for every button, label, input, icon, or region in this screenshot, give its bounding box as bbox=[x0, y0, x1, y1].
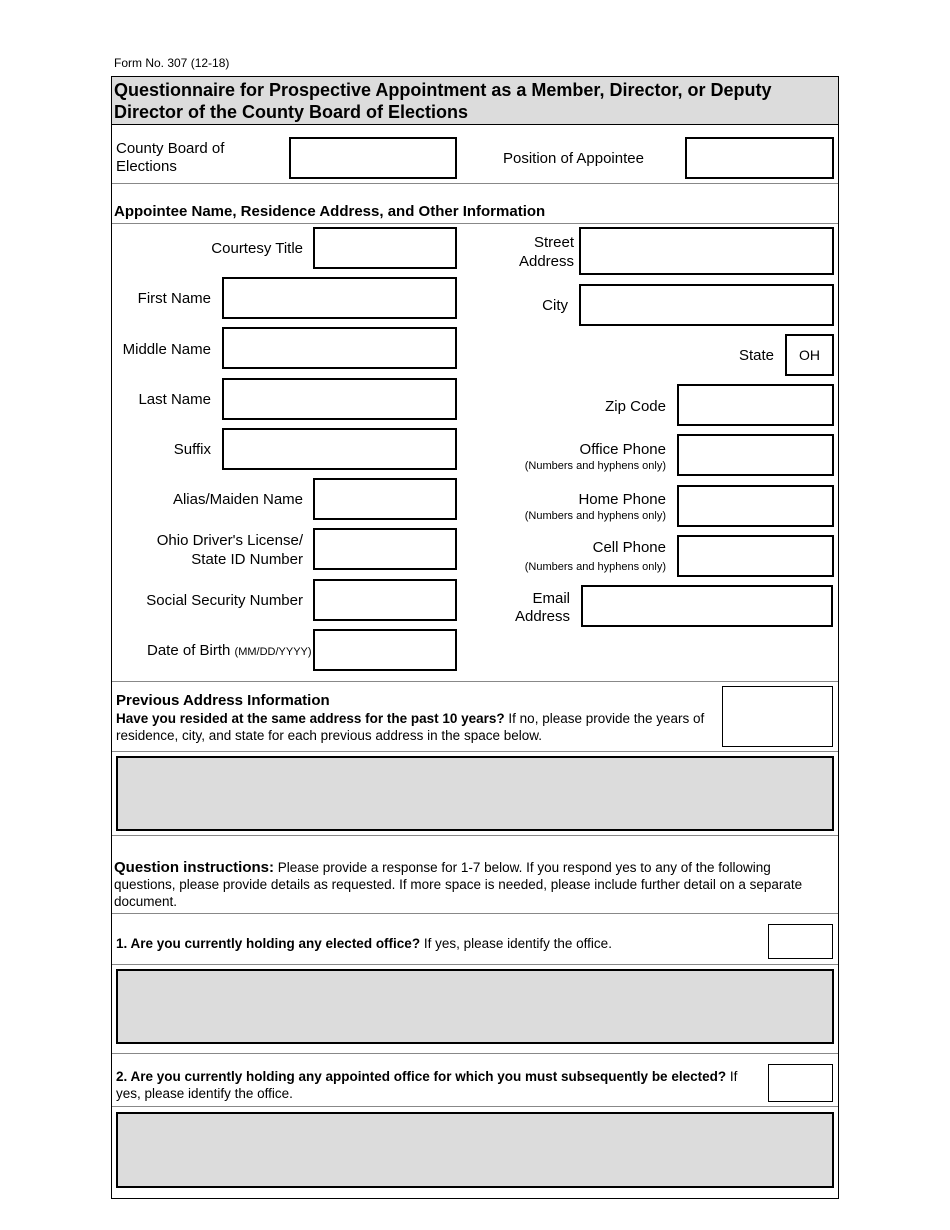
question-instructions bbox=[114, 859, 832, 910]
first-name-field[interactable] bbox=[222, 277, 457, 319]
cell-phone-label: Cell Phone bbox=[592, 539, 666, 556]
courtesy-title-label: Courtesy Title bbox=[211, 240, 303, 257]
email-address-field[interactable] bbox=[581, 585, 833, 627]
divider bbox=[112, 681, 838, 682]
position-field[interactable] bbox=[685, 137, 834, 179]
divider bbox=[112, 751, 838, 752]
form-number: Form No. 307 (12-18) bbox=[114, 56, 230, 70]
home-phone-field[interactable] bbox=[677, 485, 834, 527]
question-1-answer-field[interactable] bbox=[768, 924, 833, 959]
street-address-field[interactable] bbox=[579, 227, 834, 275]
license-label-line2: State ID Number bbox=[191, 551, 303, 568]
dob-field[interactable] bbox=[313, 629, 457, 671]
question-2-text: If yes, please identify the office. bbox=[116, 1069, 738, 1101]
previous-address-heading: Previous Address Information bbox=[116, 692, 330, 709]
question-instructions-bold: Question instructions: bbox=[114, 859, 275, 876]
office-phone-field[interactable] bbox=[677, 434, 834, 476]
question-2-answer-field[interactable] bbox=[768, 1064, 833, 1102]
previous-address-details-field[interactable] bbox=[116, 756, 834, 831]
state-label: State bbox=[738, 347, 774, 364]
city-label: City bbox=[542, 297, 568, 314]
divider bbox=[112, 223, 838, 224]
question-2-details-field[interactable] bbox=[116, 1112, 834, 1188]
alias-field[interactable] bbox=[313, 478, 457, 520]
email-label-line1: Email bbox=[532, 590, 570, 607]
middle-name-field[interactable] bbox=[222, 327, 457, 369]
home-phone-hint: (Numbers and hyphens only) bbox=[524, 510, 666, 522]
suffix-field[interactable] bbox=[222, 428, 457, 470]
county-board-label: County Board of Elections bbox=[116, 140, 225, 175]
last-name-label: Last Name bbox=[138, 391, 211, 408]
question-instructions-text: Please provide a response for 1-7 below. If you respond yes to any of the following questions, please provide details as requested. If more space is needed, please include further detail on a separate document. bbox=[114, 860, 803, 909]
office-phone-hint: (Numbers and hyphens only) bbox=[524, 460, 666, 472]
email-label-line2: Address bbox=[514, 608, 570, 625]
suffix-label: Suffix bbox=[173, 441, 211, 458]
position-label: Position of Appointee bbox=[503, 150, 644, 167]
county-board-field[interactable] bbox=[289, 137, 457, 179]
divider bbox=[112, 183, 838, 184]
divider bbox=[112, 1053, 838, 1054]
home-phone-label: Home Phone bbox=[578, 491, 666, 508]
question-1-text: If yes, please identify the office. bbox=[420, 936, 612, 951]
previous-address-question-bold: Have you resided at the same address for the past 10 years? bbox=[116, 711, 505, 726]
ssn-field[interactable] bbox=[313, 579, 457, 621]
first-name-label: First Name bbox=[137, 290, 211, 307]
question-2 bbox=[116, 1068, 761, 1102]
license-label-line1: Ohio Driver's License/ bbox=[156, 532, 303, 549]
street-label-line2: Address bbox=[518, 253, 574, 270]
question-1-details-field[interactable] bbox=[116, 969, 834, 1044]
question-1-bold: 1. Are you currently holding any elected office? bbox=[116, 936, 421, 951]
zip-code-field[interactable] bbox=[677, 384, 834, 426]
zip-code-label: Zip Code bbox=[605, 398, 666, 415]
previous-address-question-text: If no, please provide the years of residence, city, and state for each previous address in the space below. bbox=[116, 711, 705, 743]
ssn-label: Social Security Number bbox=[146, 592, 303, 609]
courtesy-title-field[interactable] bbox=[313, 227, 457, 269]
city-field[interactable] bbox=[579, 284, 834, 326]
same-address-answer-field[interactable] bbox=[722, 686, 833, 747]
dob-format-hint: (MM/DD/YYYY) bbox=[234, 646, 312, 658]
dob-label-text: Date of Birth bbox=[147, 642, 231, 659]
cell-phone-field[interactable] bbox=[677, 535, 834, 577]
question-1 bbox=[116, 935, 756, 952]
question-2-bold: 2. Are you currently holding any appointed office for which you must subsequently be elected? bbox=[116, 1069, 727, 1084]
appointee-section-heading: Appointee Name, Residence Address, and Other Information bbox=[114, 203, 546, 220]
divider bbox=[112, 835, 838, 836]
state-field[interactable]: OH bbox=[785, 334, 834, 376]
office-phone-label: Office Phone bbox=[579, 441, 666, 458]
divider bbox=[112, 964, 838, 965]
divider bbox=[112, 913, 838, 914]
street-label-line1: Street bbox=[533, 234, 574, 251]
last-name-field[interactable] bbox=[222, 378, 457, 420]
dob-label bbox=[147, 642, 312, 661]
divider bbox=[112, 1106, 838, 1107]
form-title: Questionnaire for Prospective Appointment as a Member, Director, or Deputy Director of the County Board of Elections bbox=[114, 80, 772, 122]
previous-address-question bbox=[116, 710, 716, 744]
middle-name-label: Middle Name bbox=[122, 341, 211, 358]
cell-phone-hint: (Numbers and hyphens only) bbox=[524, 561, 666, 573]
alias-label: Alias/Maiden Name bbox=[172, 491, 303, 508]
license-field[interactable] bbox=[313, 528, 457, 570]
